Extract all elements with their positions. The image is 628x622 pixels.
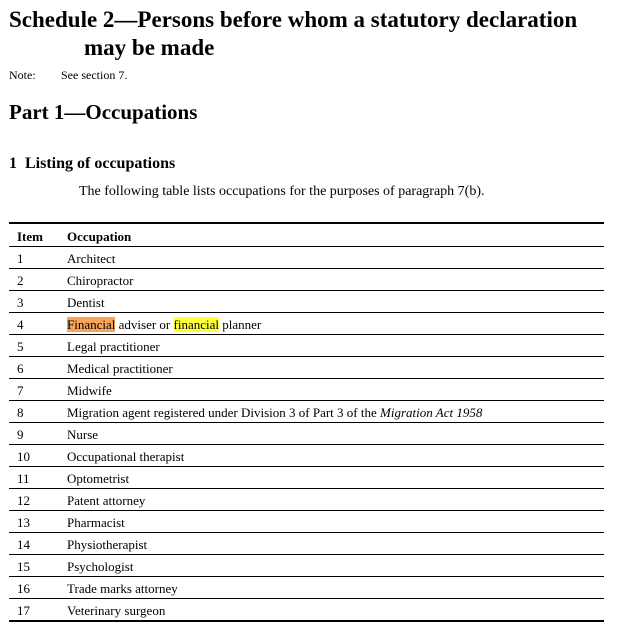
occupation-cell: Veterinary surgeon (67, 599, 604, 622)
note (9, 68, 127, 83)
occupation-cell: Dentist (67, 291, 604, 313)
occupation-cell: Medical practitioner (67, 357, 604, 379)
section-intro: The following table lists occupations for the purposes of paragraph 7(b). (79, 184, 485, 199)
occupation-cell: Chiropractor (67, 269, 604, 291)
search-highlight: financial (173, 317, 219, 332)
section-number: 1 (9, 155, 17, 172)
occupation-cell: Nurse (67, 423, 604, 445)
table-row (9, 533, 604, 555)
occupations-table (9, 222, 604, 622)
table-row (9, 489, 604, 511)
item-number: 6 (9, 357, 67, 379)
table-row (9, 577, 604, 599)
item-number: 17 (9, 599, 67, 622)
occupation-cell: Trade marks attorney (67, 577, 604, 599)
table-header-row (9, 223, 604, 247)
item-number: 16 (9, 577, 67, 599)
occupation-text: adviser or (115, 317, 174, 332)
table-row (9, 445, 604, 467)
schedule-title (9, 6, 619, 62)
note-text: See section 7. (61, 68, 128, 82)
occupation-cell: Pharmacist (67, 511, 604, 533)
table-row (9, 379, 604, 401)
occupation-cell: Legal practitioner (67, 335, 604, 357)
section-title-text: Listing of occupations (25, 155, 176, 172)
search-highlight-current: Financial (67, 317, 116, 332)
item-number: 3 (9, 291, 67, 313)
table-row (9, 555, 604, 577)
part-title: Part 1—Occupations (9, 100, 198, 124)
occupation-cell: Optometrist (67, 467, 604, 489)
section-title (9, 155, 175, 173)
table-row (9, 335, 604, 357)
occupation-cell: Patent attorney (67, 489, 604, 511)
item-number: 15 (9, 555, 67, 577)
item-number: 14 (9, 533, 67, 555)
schedule-title-line1: Schedule 2—Persons before whom a statutory declaration (9, 7, 578, 32)
item-number: 5 (9, 335, 67, 357)
table-body (9, 247, 604, 622)
occupation-cell: Occupational therapist (67, 445, 604, 467)
act-title: Migration Act 1958 (380, 405, 483, 420)
table-row (9, 313, 604, 335)
occupation-cell (67, 313, 604, 335)
item-number: 12 (9, 489, 67, 511)
item-number: 10 (9, 445, 67, 467)
occupation-cell: Psychologist (67, 555, 604, 577)
occupation-cell: Physiotherapist (67, 533, 604, 555)
schedule-title-line2: may be made (84, 35, 215, 60)
item-number: 2 (9, 269, 67, 291)
table-row (9, 511, 604, 533)
item-number: 8 (9, 401, 67, 423)
occupation-cell (67, 401, 604, 423)
item-number: 9 (9, 423, 67, 445)
table-row (9, 357, 604, 379)
item-number: 4 (9, 313, 67, 335)
table-row (9, 291, 604, 313)
column-header-occupation: Occupation (67, 223, 604, 247)
item-number: 13 (9, 511, 67, 533)
table-row (9, 401, 604, 423)
item-number: 11 (9, 467, 67, 489)
table-row (9, 247, 604, 269)
table-row (9, 467, 604, 489)
table-row (9, 269, 604, 291)
item-number: 7 (9, 379, 67, 401)
occupation-text: planner (219, 317, 262, 332)
column-header-item: Item (9, 223, 67, 247)
note-label: Note: (9, 68, 36, 82)
item-number: 1 (9, 247, 67, 269)
table-row (9, 423, 604, 445)
occupation-text: Migration agent registered under Division 3 of Part 3 of the (67, 405, 381, 420)
occupation-cell: Midwife (67, 379, 604, 401)
occupation-cell: Architect (67, 247, 604, 269)
